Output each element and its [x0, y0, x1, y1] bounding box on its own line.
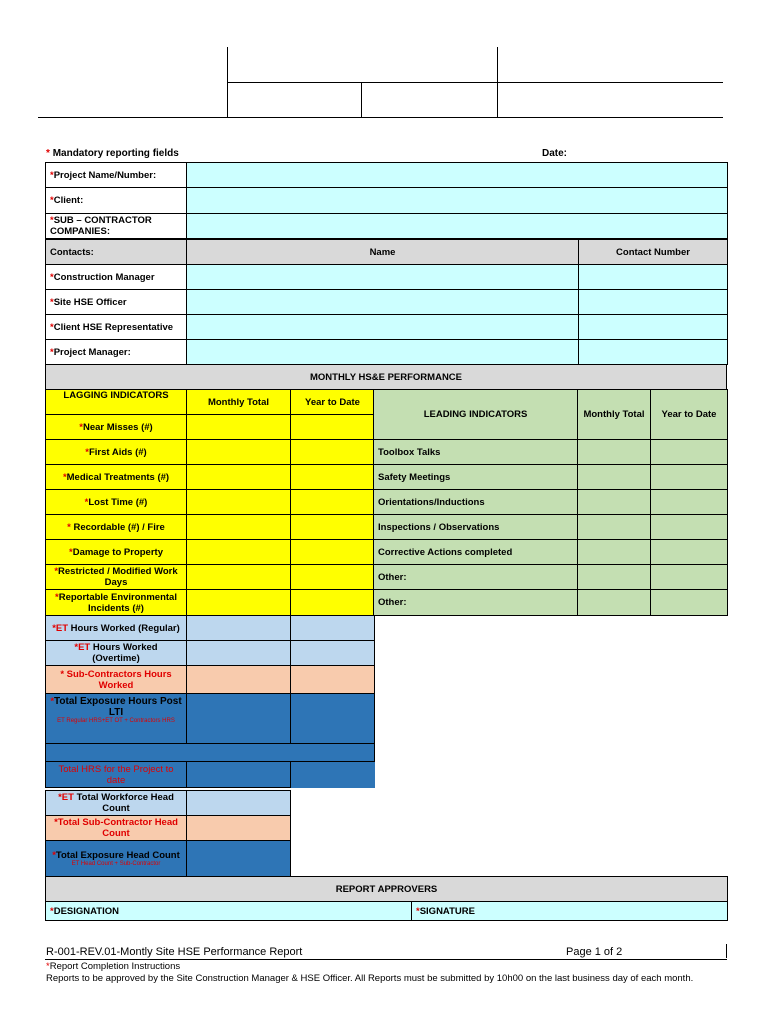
site-hse-officer-name-field[interactable]	[187, 290, 579, 315]
name-header: Name	[187, 240, 579, 265]
table-row	[374, 440, 728, 465]
environmental-ytd[interactable]	[291, 590, 375, 616]
table-row	[46, 515, 375, 540]
lost-time-monthly[interactable]	[187, 490, 291, 515]
toolbox-talks-label: Toolbox Talks	[374, 440, 578, 465]
table-row	[46, 490, 375, 515]
table-row	[46, 590, 375, 616]
project-manager-name-field[interactable]	[187, 340, 579, 365]
medical-treatments-ytd[interactable]	[291, 465, 375, 490]
lagging-table	[45, 389, 375, 616]
table-row	[46, 791, 291, 816]
et-headcount-label: *ET Total Workforce Head Count	[46, 791, 187, 816]
recordable-label: * Recordable (#) / Fire	[46, 515, 187, 540]
table-row	[46, 440, 375, 465]
table-row	[46, 240, 728, 265]
environmental-label: *Reportable Environmental Incidents (#)	[46, 590, 187, 616]
near-misses-label: *Near Misses (#)	[46, 415, 187, 440]
project-name-label: *Project Name/Number:	[46, 163, 187, 188]
document-id: R-001-REV.01-Montly Site HSE Performance Report	[46, 946, 303, 958]
table-row	[46, 816, 291, 841]
sub-headcount-label: *Total Sub-Contractor Head Count	[46, 816, 187, 841]
other-monthly[interactable]	[578, 590, 651, 616]
corrective-actions-monthly[interactable]	[578, 540, 651, 565]
table-row	[46, 565, 375, 590]
contacts-header: Contacts:	[46, 240, 187, 265]
table-row	[374, 490, 728, 515]
other-label: Other:	[374, 565, 578, 590]
et-regular-label: *ET Hours Worked (Regular)	[46, 616, 187, 641]
et-overtime-ytd[interactable]	[291, 641, 375, 666]
table-row	[46, 902, 728, 921]
table-row	[46, 214, 728, 239]
subcontractor-field[interactable]	[187, 214, 728, 239]
table-row	[46, 340, 728, 365]
designation-field[interactable]: *DESIGNATION	[46, 902, 412, 921]
table-row	[374, 390, 728, 440]
header-divider	[38, 117, 723, 118]
inspections-label: Inspections / Observations	[374, 515, 578, 540]
instructions-title: *Report Completion Instructions	[46, 961, 181, 972]
table-row	[374, 565, 728, 590]
corrective-actions-label: Corrective Actions completed	[374, 540, 578, 565]
table-row	[46, 841, 291, 877]
headcount-table	[45, 790, 291, 877]
table-row	[46, 744, 375, 762]
table-row	[374, 465, 728, 490]
instructions-text: Reports to be approved by the Site Construction Manager & HSE Officer. All Reports must be submitted by 10h00 on the last business day of each month.	[46, 973, 694, 984]
inspections-ytd[interactable]	[651, 515, 728, 540]
performance-title: MONTHLY HS&E PERFORMANCE	[46, 365, 727, 390]
sub-hours-ytd[interactable]	[291, 666, 375, 694]
other-ytd[interactable]	[651, 590, 728, 616]
project-info-table	[45, 162, 728, 239]
lost-time-ytd[interactable]	[291, 490, 375, 515]
table-row	[46, 390, 375, 415]
table-row	[46, 465, 375, 490]
restricted-monthly[interactable]	[187, 565, 291, 590]
approvers-table	[45, 876, 728, 921]
mandatory-note: * Mandatory reporting fields	[46, 148, 179, 159]
contacts-table	[45, 239, 728, 365]
signature-field[interactable]: *SIGNATURE	[412, 902, 728, 921]
first-aids-label: *First Aids (#)	[46, 440, 187, 465]
table-row	[46, 616, 375, 641]
damage-label: *Damage to Property	[46, 540, 187, 565]
table-row	[46, 641, 375, 666]
total-exposure-label: *Total Exposure Hours Post LTI ET Regular HRS+ET OT + Contractors HRS	[46, 694, 187, 744]
recordable-monthly[interactable]	[187, 515, 291, 540]
project-name-field[interactable]	[187, 163, 728, 188]
hours-table	[45, 615, 375, 788]
client-hse-rep-number-field[interactable]	[579, 315, 728, 340]
site-hse-officer-label: *Site HSE Officer	[46, 290, 187, 315]
other-label: Other:	[374, 590, 578, 616]
lost-time-label: *Lost Time (#)	[46, 490, 187, 515]
environmental-monthly[interactable]	[187, 590, 291, 616]
total-project-hours-label: Total HRS for the Project to date	[46, 762, 187, 788]
inspections-monthly[interactable]	[578, 515, 651, 540]
sub-headcount-value[interactable]	[187, 816, 291, 841]
et-overtime-monthly[interactable]	[187, 641, 291, 666]
table-row	[46, 290, 728, 315]
table-row	[46, 315, 728, 340]
orientations-monthly[interactable]	[578, 490, 651, 515]
medical-treatments-label: *Medical Treatments (#)	[46, 465, 187, 490]
total-exposure-ytd[interactable]	[291, 694, 375, 744]
site-hse-officer-number-field[interactable]	[579, 290, 728, 315]
contact-number-header: Contact Number	[579, 240, 728, 265]
client-hse-rep-label: *Client HSE Representative	[46, 315, 187, 340]
monthly-total-header: Monthly Total	[187, 390, 291, 415]
total-exposure-monthly[interactable]	[187, 694, 291, 744]
toolbox-talks-monthly[interactable]	[578, 440, 651, 465]
year-to-date-header: Year to Date	[291, 390, 375, 415]
first-aids-monthly[interactable]	[187, 440, 291, 465]
header-divider	[361, 82, 362, 117]
table-row	[46, 540, 375, 565]
recordable-ytd[interactable]	[291, 515, 375, 540]
performance-title-table	[45, 364, 727, 390]
et-headcount-value[interactable]	[187, 791, 291, 816]
construction-manager-label: *Construction Manager	[46, 265, 187, 290]
exposure-headcount-label: *Total Exposure Head Count ET Head Count + Sub-Contractor	[46, 841, 187, 877]
table-row	[374, 540, 728, 565]
table-row	[374, 590, 728, 616]
footer-divider	[726, 944, 727, 958]
damage-monthly[interactable]	[187, 540, 291, 565]
header-divider	[227, 82, 723, 83]
toolbox-talks-ytd[interactable]	[651, 440, 728, 465]
sub-hours-monthly[interactable]	[187, 666, 291, 694]
page-number: Page 1 of 2	[566, 946, 623, 958]
client-hse-rep-name-field[interactable]	[187, 315, 579, 340]
other-ytd[interactable]	[651, 565, 728, 590]
medical-treatments-monthly[interactable]	[187, 465, 291, 490]
leading-monthly-header: Monthly Total	[578, 390, 651, 440]
safety-meetings-ytd[interactable]	[651, 465, 728, 490]
table-row	[46, 415, 375, 440]
other-monthly[interactable]	[578, 565, 651, 590]
date-label: Date:	[542, 148, 568, 159]
lagging-header: LAGGING INDICATORS	[46, 390, 187, 415]
footer-divider	[45, 959, 727, 960]
et-overtime-label: *ET Hours Worked (Overtime)	[46, 641, 187, 666]
damage-ytd[interactable]	[291, 540, 375, 565]
spacer-row	[46, 744, 375, 762]
corrective-actions-ytd[interactable]	[651, 540, 728, 565]
near-misses-ytd[interactable]	[291, 415, 375, 440]
leading-header: LEADING INDICATORS	[374, 390, 578, 440]
safety-meetings-monthly[interactable]	[578, 465, 651, 490]
restricted-ytd[interactable]	[291, 565, 375, 590]
table-row	[46, 163, 728, 188]
orientations-ytd[interactable]	[651, 490, 728, 515]
table-row	[46, 188, 728, 214]
client-label: *Client:	[46, 188, 187, 214]
table-row	[46, 694, 375, 744]
table-row	[46, 265, 728, 290]
project-manager-label: *Project Manager:	[46, 340, 187, 365]
restricted-label: *Restricted / Modified Work Days	[46, 565, 187, 590]
sub-hours-label: * Sub-Contractors Hours Worked	[46, 666, 187, 694]
total-project-hours-value[interactable]	[187, 762, 291, 788]
subcontractor-label: *SUB – CONTRACTOR COMPANIES:	[46, 214, 187, 239]
approvers-title: REPORT APPROVERS	[46, 877, 728, 902]
leading-ytd-header: Year to Date	[651, 390, 728, 440]
et-regular-monthly[interactable]	[187, 616, 291, 641]
table-row	[46, 762, 375, 788]
project-manager-number-field[interactable]	[579, 340, 728, 365]
construction-manager-number-field[interactable]	[579, 265, 728, 290]
exposure-headcount-value[interactable]	[187, 841, 291, 877]
construction-manager-name-field[interactable]	[187, 265, 579, 290]
et-regular-ytd[interactable]	[291, 616, 375, 641]
near-misses-monthly[interactable]	[187, 415, 291, 440]
first-aids-ytd[interactable]	[291, 440, 375, 465]
table-row	[374, 515, 728, 540]
leading-table	[373, 389, 728, 616]
table-row	[46, 877, 728, 902]
client-field[interactable]	[187, 188, 728, 214]
safety-meetings-label: Safety Meetings	[374, 465, 578, 490]
orientations-label: Orientations/Inductions	[374, 490, 578, 515]
table-row	[46, 666, 375, 694]
